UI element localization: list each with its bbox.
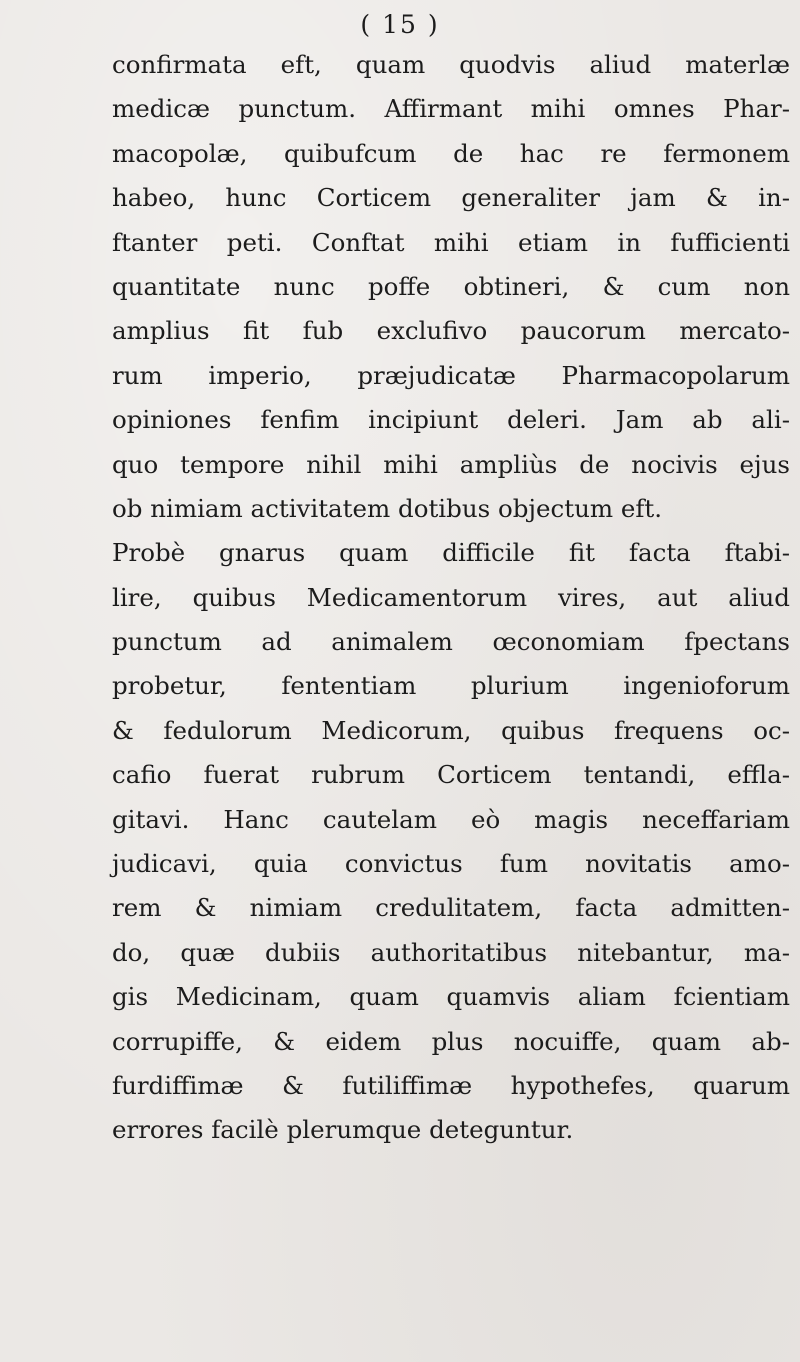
text-line: probetur, fententiam plurium ingenioforum xyxy=(112,671,790,701)
text-line: & fedulorum Medicorum, quibus frequens oc- xyxy=(112,715,790,745)
text-line: corrupiffe, & eidem plus nocuiffe, quam ab- xyxy=(112,1026,790,1056)
text-line: amplius fit fub exclufivo paucorum mercato- xyxy=(112,316,790,346)
text-line: cafio fuerat rubrum Corticem tentandi, effla- xyxy=(112,760,790,790)
body-text xyxy=(112,43,790,1153)
text-line: gitavi. Hanc cautelam eò magis neceffariam xyxy=(112,804,790,834)
paragraph-2 xyxy=(112,531,790,1152)
text-line: gis Medicinam, quam quamvis aliam fcientiam xyxy=(112,982,790,1012)
text-line: punctum ad animalem œconomiam fpectans xyxy=(112,627,790,657)
text-line: habeo, hunc Corticem generaliter jam & in- xyxy=(112,183,790,213)
text-line: lire, quibus Medicamentorum vires, aut aliud xyxy=(112,582,790,612)
text-line: furdiffimæ & futiliffimæ hypothefes, quarum xyxy=(112,1070,790,1100)
text-line: confirmata eft, quam quodvis aliud materlæ xyxy=(112,50,790,79)
text-line: ob nimiam activitatem dotibus objectum eft. xyxy=(112,493,663,523)
text-line: rum imperio, præjudicatæ Pharmacopolarum xyxy=(112,360,790,390)
text-line: medicæ punctum. Affirmant mihi omnes Phar- xyxy=(112,94,790,124)
paragraph-1 xyxy=(112,43,790,531)
text-line: do, quæ dubiis authoritatibus nitebantur, ma- xyxy=(112,937,790,967)
text-line: quantitate nunc poffe obtineri, & cum non xyxy=(112,271,790,301)
text-line: quo tempore nihil mihi ampliùs de nocivis ejus xyxy=(112,449,790,479)
text-line: judicavi, quia convictus fum novitatis amo- xyxy=(112,849,790,879)
text-line: ftanter peti. Conftat mihi etiam in fufficienti xyxy=(112,227,790,257)
page-number: ( 15 ) xyxy=(360,10,440,39)
text-line: errores facilè plerumque deteguntur. xyxy=(112,1115,574,1145)
text-line: opiniones fenfim incipiunt deleri. Jam ab ali- xyxy=(112,405,790,435)
text-line: rem & nimiam credulitatem, facta admitten- xyxy=(112,893,790,923)
text-line: Probè gnarus quam difficile fit facta ftabi- xyxy=(112,538,790,568)
text-line: macopolæ, quibufcum de hac re fermonem xyxy=(112,138,790,168)
